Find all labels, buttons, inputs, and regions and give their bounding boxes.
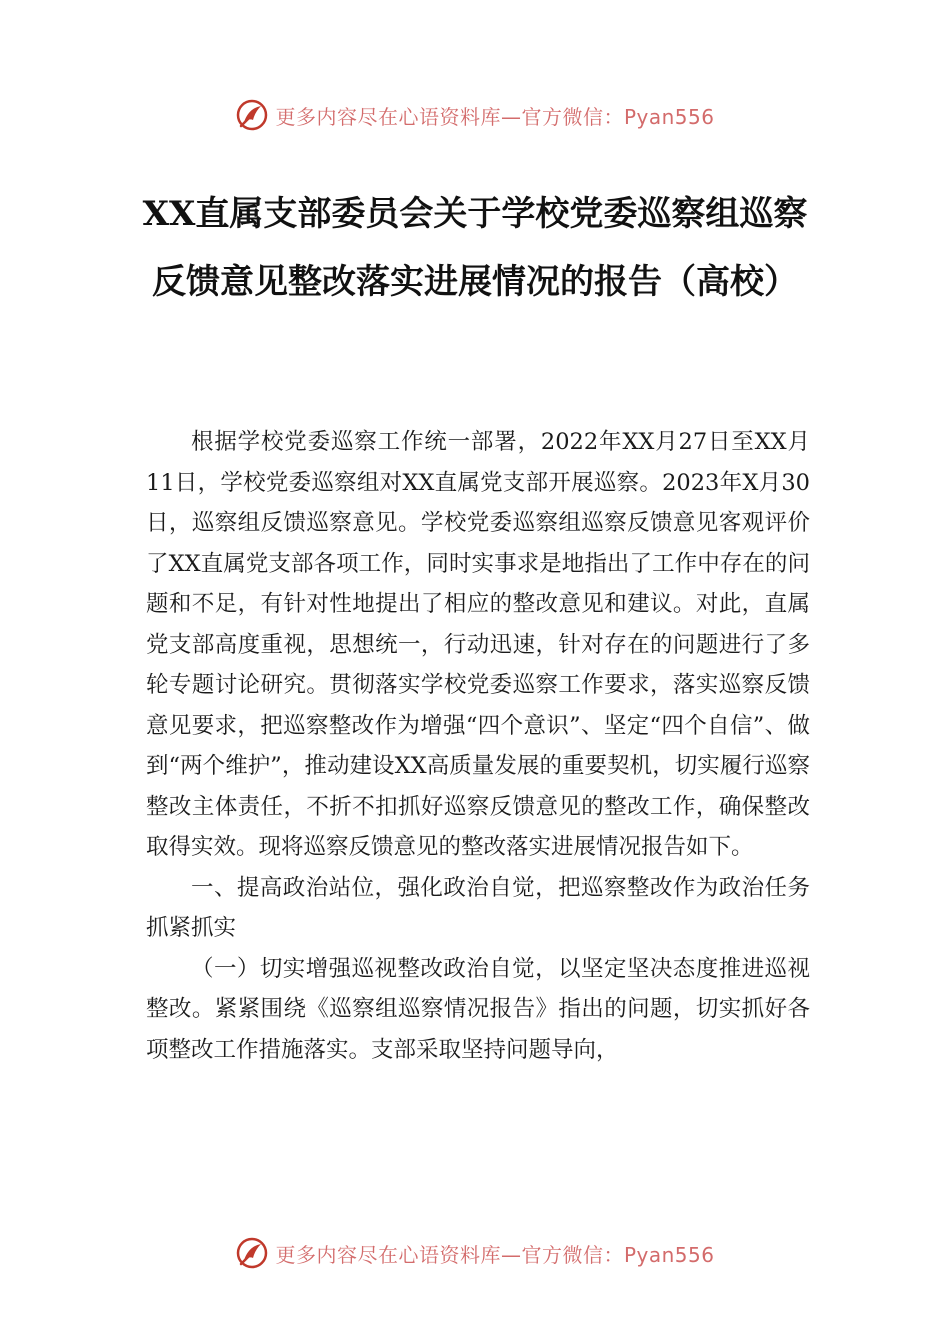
watermark-banner-bottom	[0, 1233, 950, 1273]
document-title: XX直属支部委员会关于学校党委巡察组巡察反馈意见整改落实进展情况的报告（高校）	[142, 194, 808, 302]
watermark-banner-top	[0, 95, 950, 135]
document-body	[146, 422, 810, 1070]
watermark-text: 更多内容尽在心语资料库—官方微信：Pyan556	[275, 1242, 715, 1267]
body-paragraph: 根据学校党委巡察工作统一部署，2022年XX月27日至XX月11日，学校党委巡察组对XX直属党支部开展巡察。2023年X月30日，巡察组反馈巡察意见。学校党委巡察组巡察反馈意见客观评价了XX直属党支部各项工作，同时实事求是地指出了工作中存在的问题和不足，有针对性地提出了相应的整改意见和建议。对此，直属党支部高度重视，思想统一，行动迅速，针对存在的问题进行了多轮专题讨论研究。贯彻落实学校党委巡察工作要求，落实巡察反馈意见要求，把巡察整改作为增强“四个意识”、坚定“四个自信”、做到“两个维护”，推动建设XX高质量发展的重要契机，切实履行巡察整改主体责任，不折不扣抓好巡察反馈意见的整改工作，确保整改取得实效。现将巡察反馈意见的整改落实进展情况报告如下。	[146, 429, 810, 860]
brush-logo-icon	[235, 98, 269, 132]
watermark-text: 更多内容尽在心语资料库—官方微信：Pyan556	[275, 104, 715, 129]
body-paragraph: （一）切实增强巡视整改政治自觉，以坚定坚决态度推进巡视整改。紧紧围绕《巡察组巡察情况报告》指出的问题，切实抓好各项整改工作措施落实。支部采取坚持问题导向，	[146, 955, 810, 1063]
brush-logo-icon	[235, 1236, 269, 1270]
section-heading: 一、提高政治站位，强化政治自觉，把巡察整改作为政治任务抓紧抓实	[146, 874, 810, 941]
